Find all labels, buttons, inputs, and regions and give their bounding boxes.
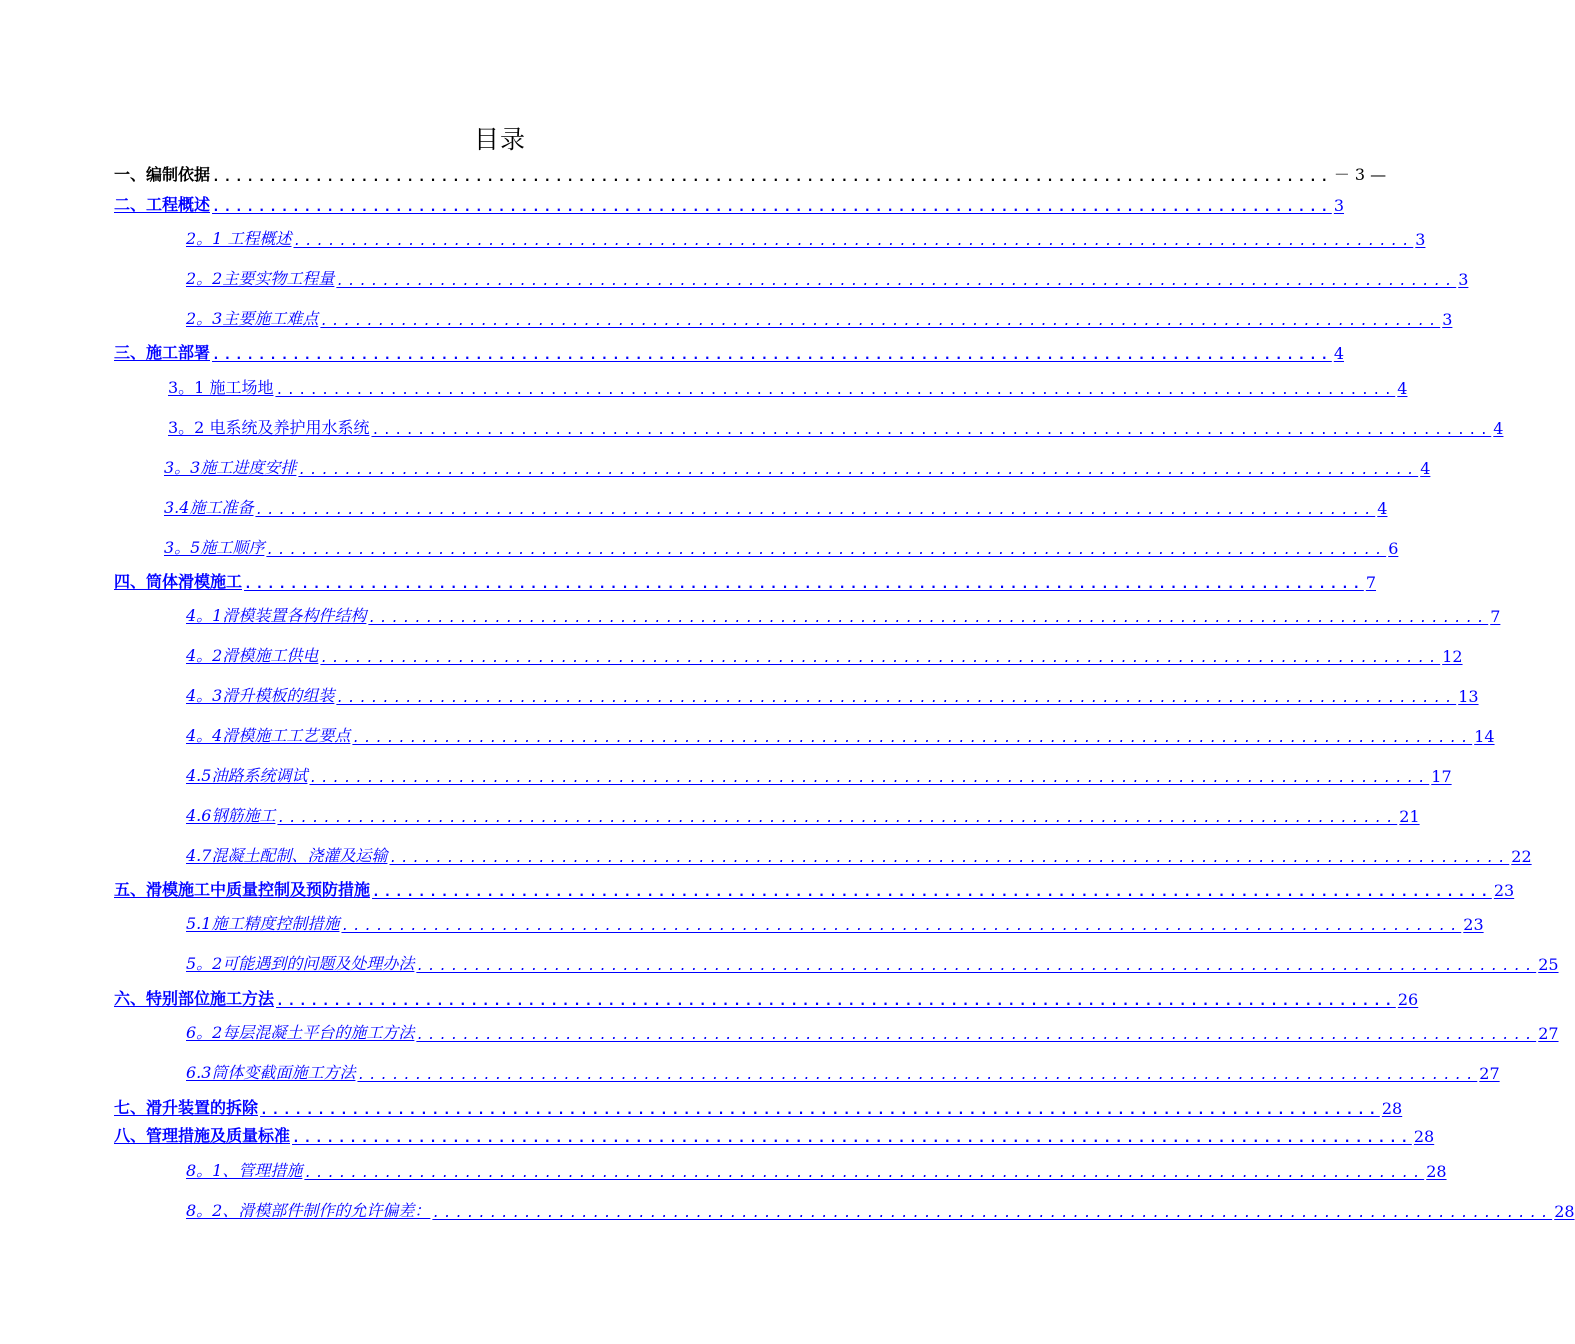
toc-entry-text: 5。2可能遇到的问题及处理办法 bbox=[186, 954, 415, 973]
toc-entry-page: 7 bbox=[1365, 573, 1377, 592]
toc-leader: .................................................................................................. bbox=[357, 1068, 1478, 1083]
toc-leader: .................................................................................................. bbox=[275, 383, 1396, 398]
toc-entry-page: － 3 — bbox=[1333, 165, 1387, 184]
toc-entry-text: 六、特别部位施工方法 bbox=[114, 989, 275, 1008]
toc-entry-page: 3 bbox=[1442, 310, 1453, 329]
toc-entry-page: 23 bbox=[1493, 881, 1515, 900]
toc-leader: .................................................................................................. bbox=[298, 463, 1419, 478]
toc-entry[interactable] bbox=[114, 337, 1345, 363]
toc-entry-page: 13 bbox=[1458, 687, 1479, 706]
toc-entry-page: 27 bbox=[1538, 1024, 1559, 1043]
toc-leader: .................................................................................................. bbox=[389, 851, 1510, 866]
toc-entry[interactable] bbox=[186, 1017, 1559, 1043]
toc-entry-text: 8。1、管理措施 bbox=[186, 1161, 303, 1180]
toc-entry-page: 3 bbox=[1333, 196, 1345, 215]
toc-leader: .................................................................................................. bbox=[244, 577, 1364, 592]
toc-entry[interactable] bbox=[168, 372, 1408, 398]
toc-entry[interactable] bbox=[186, 263, 1469, 289]
toc-entry-page: 4 bbox=[1493, 419, 1504, 438]
toc-entry-text: 2。2主要实物工程量 bbox=[186, 269, 335, 288]
toc-entry-text: 4.7混凝土配制、浇灌及运输 bbox=[186, 846, 388, 865]
toc-leader: .................................................................................................. bbox=[292, 1131, 1412, 1146]
toc-leader: .................................................................................................. bbox=[212, 348, 1332, 363]
toc-entry-text: 五、滑模施工中质量控制及预防措施 bbox=[114, 880, 371, 899]
toc-leader: .................................................................................................. bbox=[304, 1166, 1425, 1181]
toc-entry-page: 23 bbox=[1463, 915, 1484, 934]
toc-entry-text: 4。2滑模施工供电 bbox=[186, 646, 319, 665]
toc-entry-page: 26 bbox=[1397, 990, 1419, 1009]
toc-entry-page: 28 bbox=[1554, 1202, 1575, 1221]
toc-entry-page: 27 bbox=[1479, 1064, 1500, 1083]
toc-leader: .................................................................................................. bbox=[372, 885, 1492, 900]
toc-entry-text: 4。1滑模装置各构件结构 bbox=[186, 606, 367, 625]
toc-entry-text: 七、滑升装置的拆除 bbox=[114, 1098, 259, 1117]
toc-entry-text: 3。1 施工场地 bbox=[168, 378, 274, 397]
toc-entry[interactable] bbox=[186, 303, 1453, 329]
toc-entry-page: 6 bbox=[1388, 539, 1399, 558]
toc-leader: .................................................................................................. bbox=[212, 170, 1332, 185]
toc-entry[interactable] bbox=[186, 223, 1426, 249]
toc-leader: .................................................................................................. bbox=[276, 994, 1396, 1009]
toc-entry[interactable] bbox=[186, 600, 1501, 626]
toc-entry-text: 4.5油路系统调试 bbox=[186, 766, 308, 785]
toc-leader: .................................................................................................. bbox=[320, 314, 1441, 329]
toc-leader: .................................................................................................. bbox=[336, 691, 1457, 706]
toc-entry[interactable] bbox=[114, 1120, 1435, 1146]
toc-entry-text: 2。1 工程概述 bbox=[186, 229, 292, 248]
toc-leader: .................................................................................................. bbox=[336, 274, 1457, 289]
toc-entry[interactable] bbox=[186, 840, 1532, 866]
toc-leader: .................................................................................................. bbox=[277, 811, 1398, 826]
toc-leader: .................................................................................................. bbox=[320, 651, 1441, 666]
toc-entry-text: 八、管理措施及质量标准 bbox=[114, 1126, 291, 1145]
toc-entry-text: 2。3主要施工难点 bbox=[186, 309, 319, 328]
toc-entry-text: 4。3滑升模板的组装 bbox=[186, 686, 335, 705]
toc-entry-page: 25 bbox=[1538, 955, 1559, 974]
toc-entry[interactable] bbox=[186, 640, 1463, 666]
toc-entry-page: 28 bbox=[1426, 1162, 1447, 1181]
toc-leader: .................................................................................................. bbox=[416, 1028, 1537, 1043]
toc-leader: .................................................................................................. bbox=[212, 200, 1332, 215]
toc-entry-text: 4。4滑模施工工艺要点 bbox=[186, 726, 351, 745]
toc-entry[interactable] bbox=[114, 189, 1345, 215]
toc-entry[interactable] bbox=[186, 1057, 1500, 1083]
toc-entry-page: 3 bbox=[1415, 230, 1426, 249]
toc-entry[interactable] bbox=[114, 159, 1387, 185]
toc-entry[interactable] bbox=[164, 532, 1399, 558]
toc-entry[interactable] bbox=[114, 566, 1377, 592]
toc-entry-text: 三、施工部署 bbox=[114, 343, 211, 362]
toc-entry-page: 14 bbox=[1474, 727, 1495, 746]
toc-entry-page: 17 bbox=[1431, 767, 1452, 786]
toc-entry-text: 二、工程概述 bbox=[114, 195, 211, 214]
toc-entry[interactable] bbox=[168, 412, 1504, 438]
toc-entry-text: 6。2每层混凝土平台的施工方法 bbox=[186, 1023, 415, 1042]
toc-entry[interactable] bbox=[114, 1092, 1403, 1118]
toc-entry-page: 12 bbox=[1442, 647, 1463, 666]
toc-title: 目录 bbox=[473, 125, 526, 154]
toc-entry-page: 4 bbox=[1377, 499, 1388, 518]
toc-entry-text: 一、编制依据 bbox=[114, 165, 211, 184]
toc-entry-text: 3。5施工顺序 bbox=[164, 538, 265, 557]
toc-leader: .................................................................................................. bbox=[255, 503, 1376, 518]
toc-entry-page: 21 bbox=[1399, 807, 1420, 826]
toc-entry-page: 28 bbox=[1381, 1099, 1403, 1118]
toc-entry[interactable] bbox=[186, 1155, 1447, 1181]
toc-entry-text: 3。3施工进度安排 bbox=[164, 458, 297, 477]
toc-leader: .................................................................................................. bbox=[293, 234, 1414, 249]
toc-entry-page: 4 bbox=[1333, 344, 1345, 363]
toc-leader: .................................................................................................. bbox=[266, 543, 1387, 558]
toc-leader: .................................................................................................. bbox=[352, 731, 1473, 746]
toc-entry-page: 28 bbox=[1413, 1127, 1435, 1146]
toc-entry[interactable] bbox=[186, 800, 1420, 826]
toc-leader: .................................................................................................. bbox=[260, 1103, 1380, 1118]
toc-entry-page: 3 bbox=[1458, 270, 1469, 289]
toc-entry-text: 3.4施工准备 bbox=[164, 498, 254, 517]
toc-leader: .................................................................................................. bbox=[341, 919, 1462, 934]
toc-entry[interactable] bbox=[186, 760, 1452, 786]
toc-entry-page: 4 bbox=[1397, 379, 1408, 398]
toc-entry[interactable] bbox=[186, 720, 1495, 746]
toc-entry[interactable] bbox=[186, 1195, 1575, 1221]
toc-entry[interactable] bbox=[164, 492, 1388, 518]
toc-entry[interactable] bbox=[186, 680, 1479, 706]
toc-entry-page: 4 bbox=[1420, 459, 1431, 478]
toc-entry[interactable] bbox=[186, 908, 1484, 934]
toc-entry-text: 4.6钢筋施工 bbox=[186, 806, 276, 825]
toc-entry-page: 7 bbox=[1490, 607, 1501, 626]
toc-leader: .................................................................................................. bbox=[371, 423, 1492, 438]
toc-leader: .................................................................................................. bbox=[309, 771, 1430, 786]
toc-entry-text: 5.1施工精度控制措施 bbox=[186, 914, 340, 933]
toc-entry-text: 8。2、滑模部件制作的允许偏差： bbox=[186, 1201, 431, 1220]
toc-entry[interactable] bbox=[114, 874, 1515, 900]
toc-entry[interactable] bbox=[114, 983, 1419, 1009]
toc-entry-text: 3。2 电系统及养护用水系统 bbox=[168, 418, 370, 437]
toc-leader: .................................................................................................. bbox=[432, 1206, 1553, 1221]
toc-entry[interactable] bbox=[164, 452, 1431, 478]
toc-entry-text: 四、筒体滑模施工 bbox=[114, 572, 243, 591]
toc-leader: .................................................................................................. bbox=[368, 611, 1489, 626]
toc-entry-text: 6.3筒体变截面施工方法 bbox=[186, 1063, 356, 1082]
toc-entry[interactable] bbox=[186, 948, 1559, 974]
toc-leader: .................................................................................................. bbox=[416, 959, 1537, 974]
toc-entry-page: 22 bbox=[1511, 847, 1532, 866]
